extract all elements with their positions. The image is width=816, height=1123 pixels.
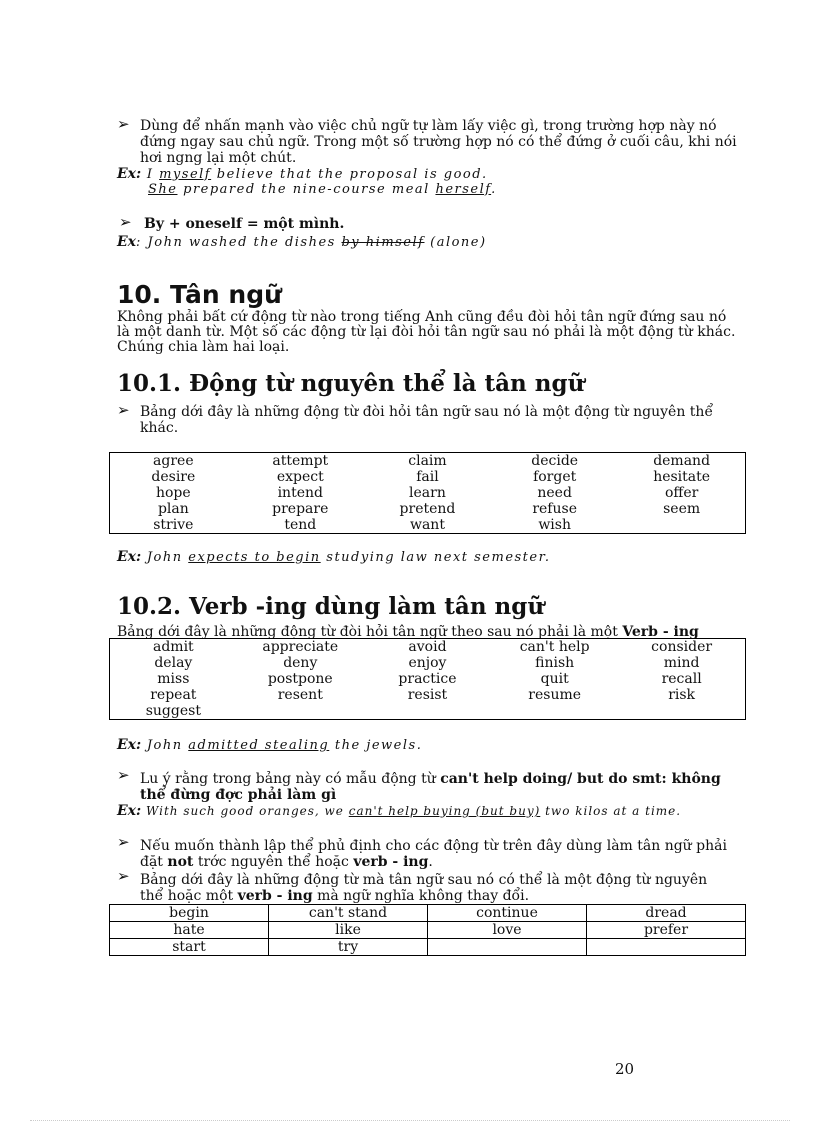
table-cell: suggest: [145, 702, 201, 719]
table-cell: deny: [283, 654, 318, 671]
table-cell: like: [269, 922, 428, 939]
table-row: [110, 639, 746, 656]
table-cell: try: [269, 939, 428, 956]
table-cell: plan: [157, 500, 189, 517]
example-text: the jewels.: [329, 738, 423, 753]
table-cell: practice: [398, 670, 457, 687]
verb-ing-table: [109, 638, 746, 720]
infinitive-verbs-table: [109, 452, 746, 534]
page-bottom-rule: [30, 1120, 790, 1121]
table-cell: avoid: [408, 638, 447, 655]
table-cell: strive: [153, 516, 194, 533]
table-cell: quit: [540, 670, 569, 687]
intro-bold: Verb - ing: [622, 624, 699, 640]
table-cell: learn: [409, 484, 446, 501]
example-text: .: [491, 182, 497, 197]
bullet-line: [140, 854, 433, 870]
arrow-bullet-icon: ➢: [119, 213, 132, 231]
table-cell: demand: [653, 452, 711, 469]
example-line: [117, 549, 551, 566]
bullet-line: thể đừng đợc phải làm gì: [140, 787, 337, 803]
table-cell: prepare: [272, 500, 329, 517]
table-cell: prefer: [587, 922, 746, 939]
table-cell: resist: [407, 686, 448, 703]
table-row: [110, 687, 746, 703]
table-row: [110, 485, 746, 501]
table-cell: [428, 939, 587, 956]
arrow-bullet-icon: ➢: [117, 401, 130, 419]
table-cell: can't stand: [269, 905, 428, 922]
table-cell: appreciate: [262, 638, 339, 655]
example-text: (alone): [424, 235, 487, 250]
example-underlined: can't help buying (but buy): [348, 804, 541, 818]
intro-text: Bảng dới đây là những động từ đòi hỏi tân ngữ theo sau nó phải là một: [117, 624, 623, 640]
bullet-line: By + oneself = một mình.: [144, 216, 345, 232]
table-cell: enjoy: [408, 654, 447, 671]
bullet-line: Nếu muốn thành lập thể phủ định cho các động từ trên đây dùng làm tân ngữ phải: [140, 838, 727, 854]
table-cell: recall: [661, 670, 702, 687]
table-cell: [237, 703, 364, 720]
example-text: John: [141, 550, 189, 565]
table-cell: [618, 703, 745, 720]
table-cell: love: [428, 922, 587, 939]
table-cell: repeat: [150, 686, 197, 703]
table-row: [110, 655, 746, 671]
table-row: [110, 469, 746, 485]
example-underlined: She: [148, 182, 178, 197]
example-line: [117, 166, 488, 183]
arrow-bullet-icon: ➢: [117, 766, 130, 784]
table-cell: tend: [284, 516, 317, 533]
table-cell: dread: [587, 905, 746, 922]
subsection-heading: 10.1. Động từ nguyên thể là tân ngữ: [117, 370, 585, 397]
table-cell: risk: [668, 686, 696, 703]
table-cell: intend: [277, 484, 323, 501]
paragraph: [117, 310, 745, 355]
table-row: [110, 905, 746, 922]
table-cell: [618, 517, 745, 534]
table-cell: resent: [277, 686, 323, 703]
table-cell: delay: [154, 654, 193, 671]
example-label: Ex:: [117, 737, 142, 753]
table-cell: hate: [110, 922, 269, 939]
bullet-line: [140, 771, 721, 787]
bullet-line: đứng ngay sau chủ ngữ. Trong một số trường hợp nó có thể đứng ở cuối câu, khi nói: [140, 134, 737, 150]
example-text: prepared the nine-course meal: [177, 182, 436, 197]
table-cell: [587, 939, 746, 956]
table-cell: seem: [663, 500, 701, 517]
table-cell: offer: [664, 484, 699, 501]
table-cell: mind: [663, 654, 700, 671]
example-label: Ex:: [117, 166, 142, 182]
table-cell: [364, 703, 491, 720]
table-cell: decide: [531, 452, 579, 469]
example-label: Ex: [117, 234, 137, 250]
arrow-bullet-icon: ➢: [117, 867, 130, 885]
table-cell: need: [537, 484, 572, 501]
example-text: : John washed the dishes: [136, 235, 342, 250]
table-cell: can't help: [519, 638, 590, 655]
table-cell: refuse: [532, 500, 577, 517]
bullet-line: Dùng để nhấn mạnh vào việc chủ ngữ tự làm lấy việc gì, trong trường hợp này nó: [140, 118, 717, 134]
infinitive-or-ing-table: [109, 904, 746, 956]
table-cell: hesitate: [653, 468, 711, 485]
neg-text: trớc nguyên thể hoặc: [193, 854, 354, 870]
example-text: two kilos at a time.: [540, 804, 682, 818]
table-row: [110, 671, 746, 687]
example-text: John: [141, 738, 189, 753]
table-row: [110, 517, 746, 534]
example-underlined: myself: [159, 167, 212, 182]
bullet-line: hơi ngng lại một chút.: [140, 150, 297, 166]
table-cell: wish: [538, 516, 571, 533]
neg-text: đặt: [140, 854, 168, 870]
neg-bold: verb - ing: [353, 854, 429, 870]
page-number: 20: [615, 1060, 635, 1078]
table-cell: admit: [153, 638, 194, 655]
subsection-heading: 10.2. Verb -ing dùng làm tân ngữ: [117, 593, 545, 620]
table-cell: [491, 703, 618, 720]
example-text: With such good oranges, we: [141, 804, 349, 818]
both-bold: verb - ing: [237, 888, 313, 904]
neg-bold: not: [167, 854, 194, 870]
example-line: [117, 234, 487, 251]
table-row: [110, 453, 746, 470]
section-heading: 10. Tân ngữ: [117, 280, 282, 309]
table-cell: continue: [428, 905, 587, 922]
example-label: Ex:: [117, 803, 142, 819]
paragraph-line: là một danh từ. Một số các động từ lại đòi hỏi tân ngữ sau nó phải là một động từ khác.: [117, 324, 736, 340]
table-cell: resume: [528, 686, 582, 703]
table-cell: attempt: [272, 452, 329, 469]
table-cell: desire: [151, 468, 196, 485]
note-text: Lu ý rằng trong bảng này có mẫu động từ: [140, 771, 441, 787]
example-underlined: herself: [435, 182, 492, 197]
table-cell: pretend: [399, 500, 456, 517]
bullet-line: Bảng dới đây là những động từ đòi hỏi tân ngữ sau nó là một động từ nguyên thể: [140, 404, 714, 420]
neg-text: .: [428, 854, 433, 870]
table-cell: claim: [408, 452, 447, 469]
arrow-bullet-icon: ➢: [117, 833, 130, 851]
table-cell: agree: [153, 452, 194, 469]
both-text: mà ngữ nghĩa không thay đổi.: [312, 888, 530, 904]
example-underlined: expects to begin: [188, 550, 321, 565]
table-cell: finish: [535, 654, 575, 671]
example-struck: by himself: [341, 235, 425, 250]
example-text: studying law next semester.: [320, 550, 551, 565]
table-row: [110, 703, 746, 720]
example-label: Ex:: [117, 549, 142, 565]
table-row: [110, 501, 746, 517]
table-cell: want: [409, 516, 445, 533]
table-row: [110, 939, 746, 956]
note-bold: can't help doing/ but do smt: không: [440, 771, 721, 787]
table-cell: fail: [416, 468, 439, 485]
example-line: [117, 737, 422, 754]
table-cell: hope: [155, 484, 191, 501]
example-line: [117, 803, 681, 819]
paragraph-line: Chúng chia làm hai loại.: [117, 339, 290, 355]
table-cell: postpone: [267, 670, 333, 687]
bullet-line: khác.: [140, 420, 179, 436]
example-line: [148, 182, 497, 198]
example-underlined: admitted stealing: [188, 738, 330, 753]
arrow-bullet-icon: ➢: [117, 115, 130, 133]
example-text: believe that the proposal is good.: [211, 167, 488, 182]
bullet-line: [140, 888, 529, 904]
table-cell: expect: [276, 468, 324, 485]
table-cell: forget: [533, 468, 577, 485]
table-cell: start: [110, 939, 269, 956]
table-cell: consider: [651, 638, 713, 655]
table-row: [110, 922, 746, 939]
table-cell: miss: [157, 670, 190, 687]
paragraph-line: Không phải bất cứ động từ nào trong tiếng Anh cũng đều đòi hỏi tân ngữ đứng sau nó: [117, 309, 727, 325]
table-cell: begin: [110, 905, 269, 922]
example-text: I: [146, 167, 160, 182]
bullet-line: Bảng dới đây là những động từ mà tân ngữ sau nó có thể là một động từ nguyên: [140, 872, 708, 888]
both-text: thể hoặc một: [140, 888, 238, 904]
